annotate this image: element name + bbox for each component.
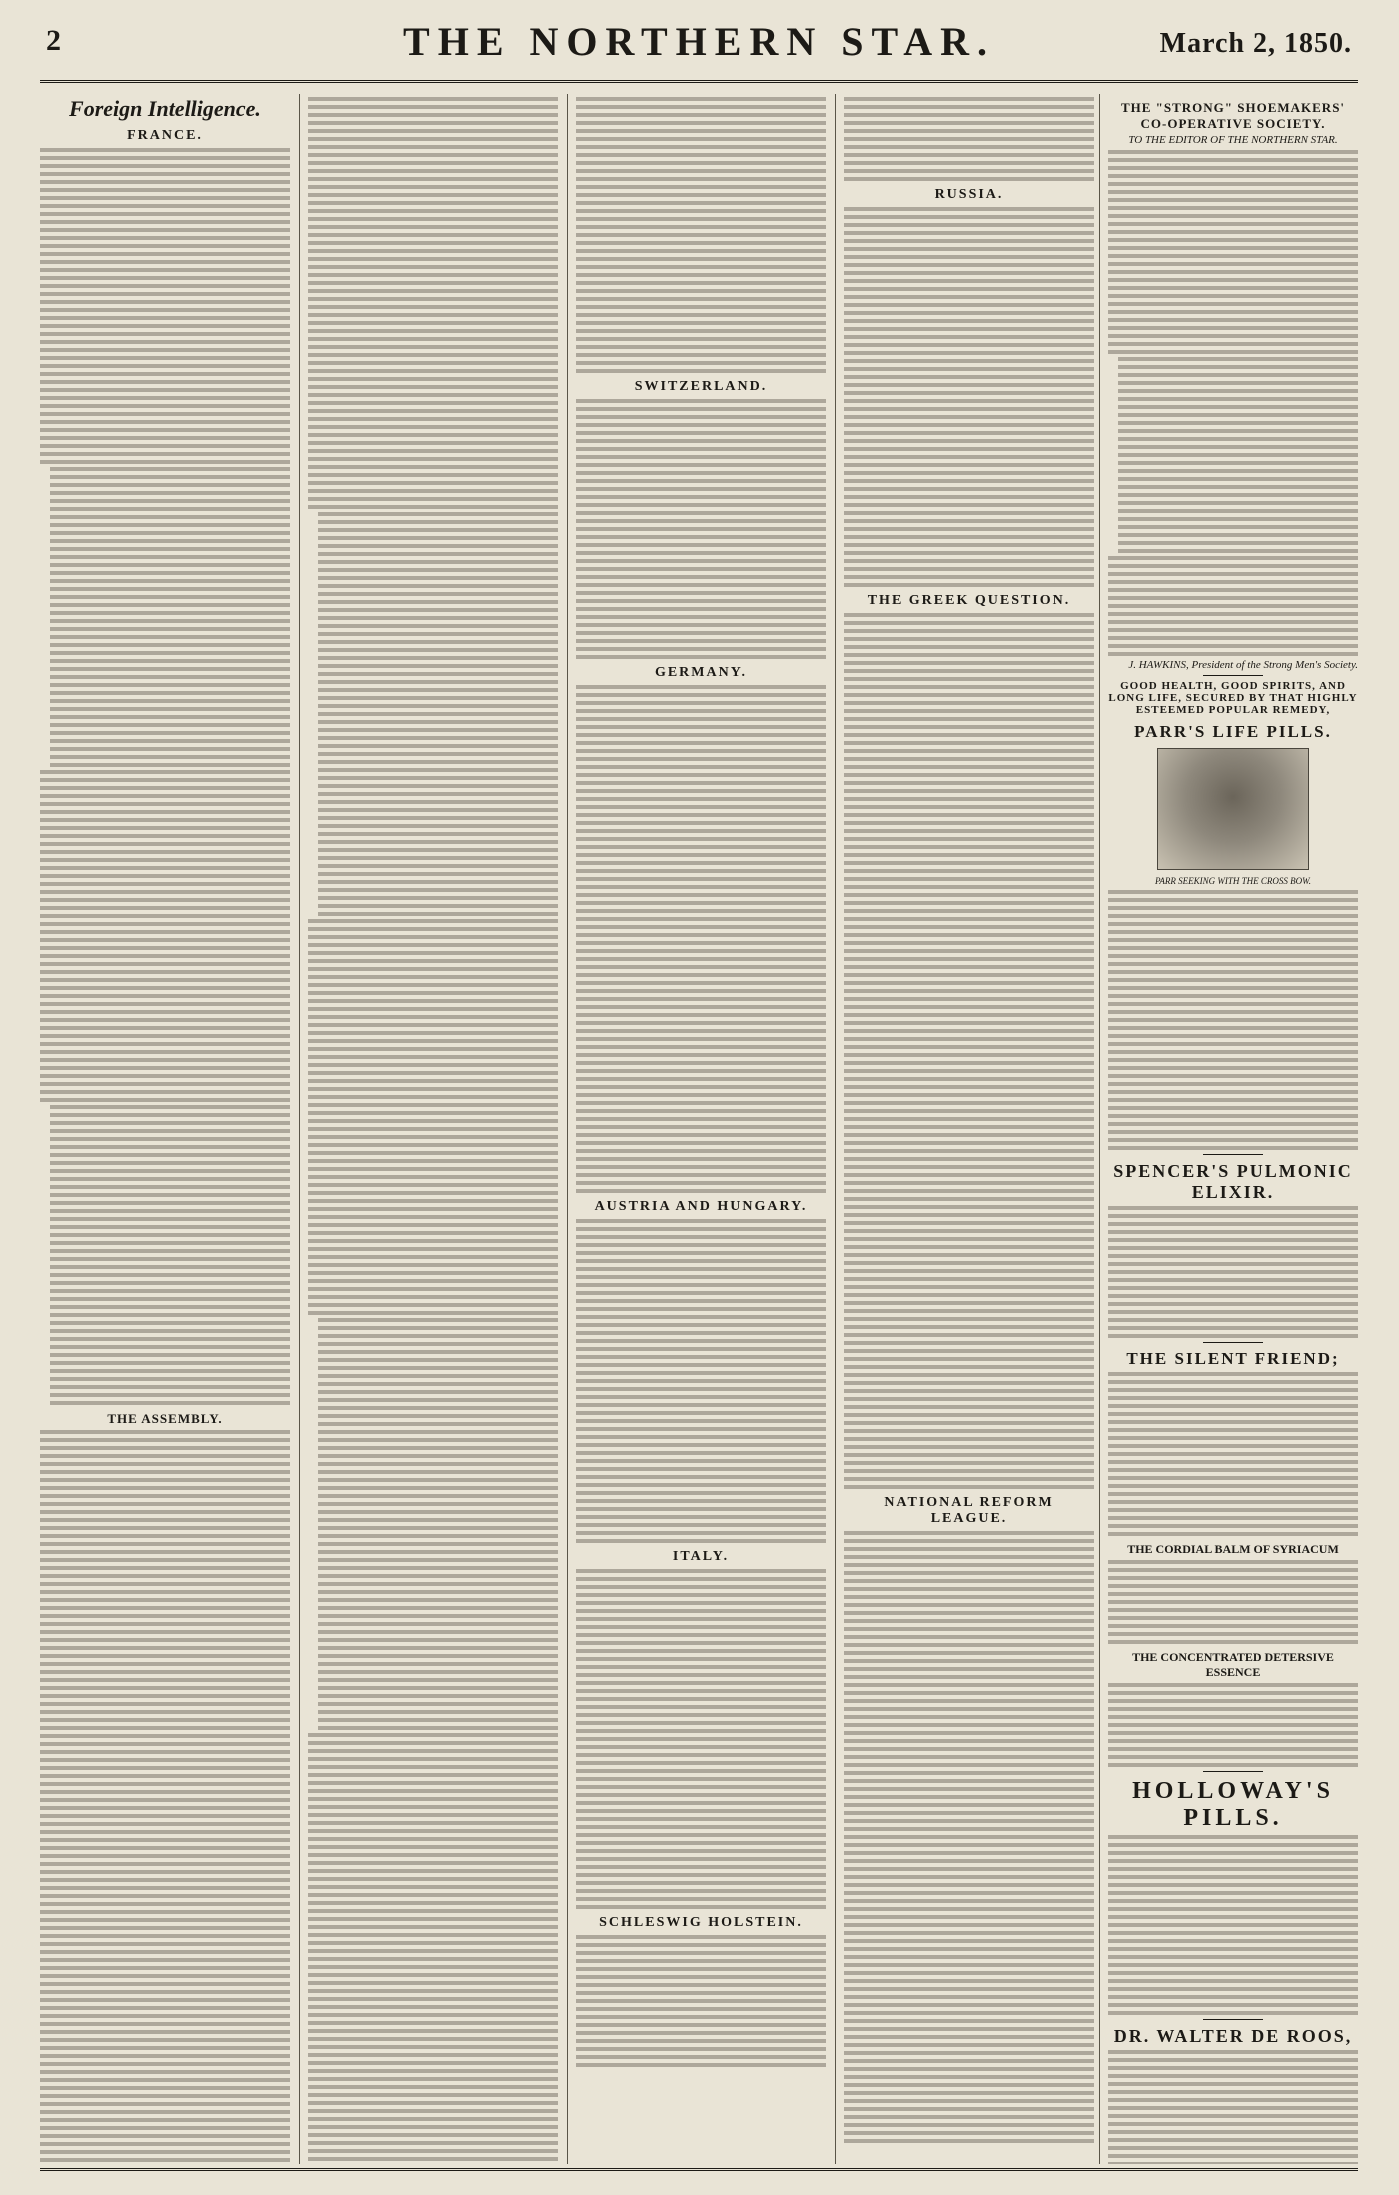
column-2	[308, 94, 558, 2164]
heading-italy: ITALY.	[672, 1549, 730, 1564]
article-body	[40, 148, 290, 464]
letter-address: TO THE EDITOR OF THE NORTHERN STAR.	[1128, 134, 1338, 146]
heading-germany: GERMANY.	[654, 665, 748, 680]
issue-date: March 2, 1850.	[1159, 28, 1352, 59]
letter-signature: J. HAWKINS, President of the Strong Men's Society.	[1128, 659, 1358, 671]
heading-shoemakers: THE "STRONG" SHOEMAKERS' CO-OPERATIVE SOCIETY.	[1120, 100, 1346, 131]
footer-rule	[40, 2168, 1358, 2171]
parr-engraving	[1157, 748, 1309, 870]
article-body	[308, 97, 558, 509]
parr-caption: PARR SEEKING WITH THE CROSS BOW.	[1155, 876, 1311, 886]
advert-body	[1108, 2050, 1358, 2164]
advert-body	[1108, 1372, 1358, 1536]
subhead-assembly: THE ASSEMBLY.	[107, 1411, 223, 1426]
article-body	[844, 207, 1094, 587]
masthead-rule	[40, 80, 1358, 83]
article-body	[318, 1318, 558, 1730]
advert-body	[1108, 1683, 1358, 1767]
column-4	[844, 94, 1094, 2164]
spencer-brand: SPENCER'S PULMONIC ELIXIR.	[1113, 1161, 1353, 1202]
silent-friend-brand: THE SILENT FRIEND;	[1126, 1349, 1340, 1368]
masthead	[40, 16, 1358, 80]
divider	[1203, 2019, 1263, 2020]
heading-russia: RUSSIA.	[934, 187, 1004, 202]
advert-body	[1108, 890, 1358, 1150]
article-body	[576, 1569, 826, 1909]
cordial-balm-heading: THE CORDIAL BALM OF SYRIACUM	[1127, 1542, 1339, 1556]
article-body	[844, 97, 1094, 181]
heading-schleswig-holstein: SCHLESWIG HOLSTEIN.	[599, 1915, 803, 1930]
column-1	[40, 94, 290, 2164]
heading-france: FRANCE.	[127, 128, 203, 143]
heading-switzerland: SWITZERLAND.	[634, 379, 768, 394]
newspaper-page	[40, 16, 1358, 2176]
article-body	[308, 919, 558, 1315]
column-divider	[567, 94, 568, 2164]
letter-body	[1118, 357, 1358, 553]
divider	[1203, 675, 1263, 676]
article-body	[576, 685, 826, 1193]
heading-austria-hungary: AUSTRIA AND HUNGARY.	[594, 1199, 808, 1214]
detersive-essence-heading: THE CONCENTRATED DETERSIVE ESSENCE	[1132, 1650, 1334, 1679]
article-body	[40, 770, 290, 1102]
article-body	[50, 467, 290, 767]
article-body	[40, 1430, 290, 2164]
letter-body	[1108, 150, 1358, 354]
holloway-brand: HOLLOWAY'S PILLS.	[1132, 1778, 1334, 1831]
column-divider	[1099, 94, 1100, 2164]
walter-de-roos-brand: DR. WALTER DE ROOS,	[1113, 2026, 1353, 2046]
heading-greek-question: THE GREEK QUESTION.	[867, 593, 1071, 608]
article-body	[576, 1219, 826, 1543]
column-5	[1108, 94, 1358, 2164]
article-body	[318, 512, 558, 916]
column-divider	[299, 94, 300, 2164]
advert-body	[1108, 1560, 1358, 1644]
parr-tagline: GOOD HEALTH, GOOD SPIRITS, AND LONG LIFE, SECURED BY THAT HIGHLY ESTEEMED POPULAR REMEDY,	[1108, 680, 1358, 716]
advert-body	[1108, 1835, 1358, 2015]
divider	[1203, 1154, 1263, 1155]
advert-body	[1108, 1206, 1358, 1338]
column-divider	[835, 94, 836, 2164]
article-body	[576, 1935, 826, 2067]
parr-brand: PARR'S LIFE PILLS.	[1134, 722, 1332, 741]
article-body	[576, 399, 826, 659]
newspaper-title: THE NORTHERN STAR.	[403, 19, 995, 64]
article-body	[844, 613, 1094, 1489]
letter-body	[1108, 556, 1358, 656]
divider	[1203, 1342, 1263, 1343]
page-number: 2	[46, 24, 61, 57]
divider	[1203, 1771, 1263, 1772]
column-3	[576, 94, 826, 2164]
article-body	[308, 1733, 558, 2164]
section-title-foreign: Foreign Intelligence.	[69, 96, 261, 121]
article-body	[844, 1531, 1094, 2143]
heading-national-reform-league: NATIONAL REFORM LEAGUE.	[884, 1495, 1054, 1526]
article-body	[576, 97, 826, 373]
article-body	[50, 1105, 290, 1405]
